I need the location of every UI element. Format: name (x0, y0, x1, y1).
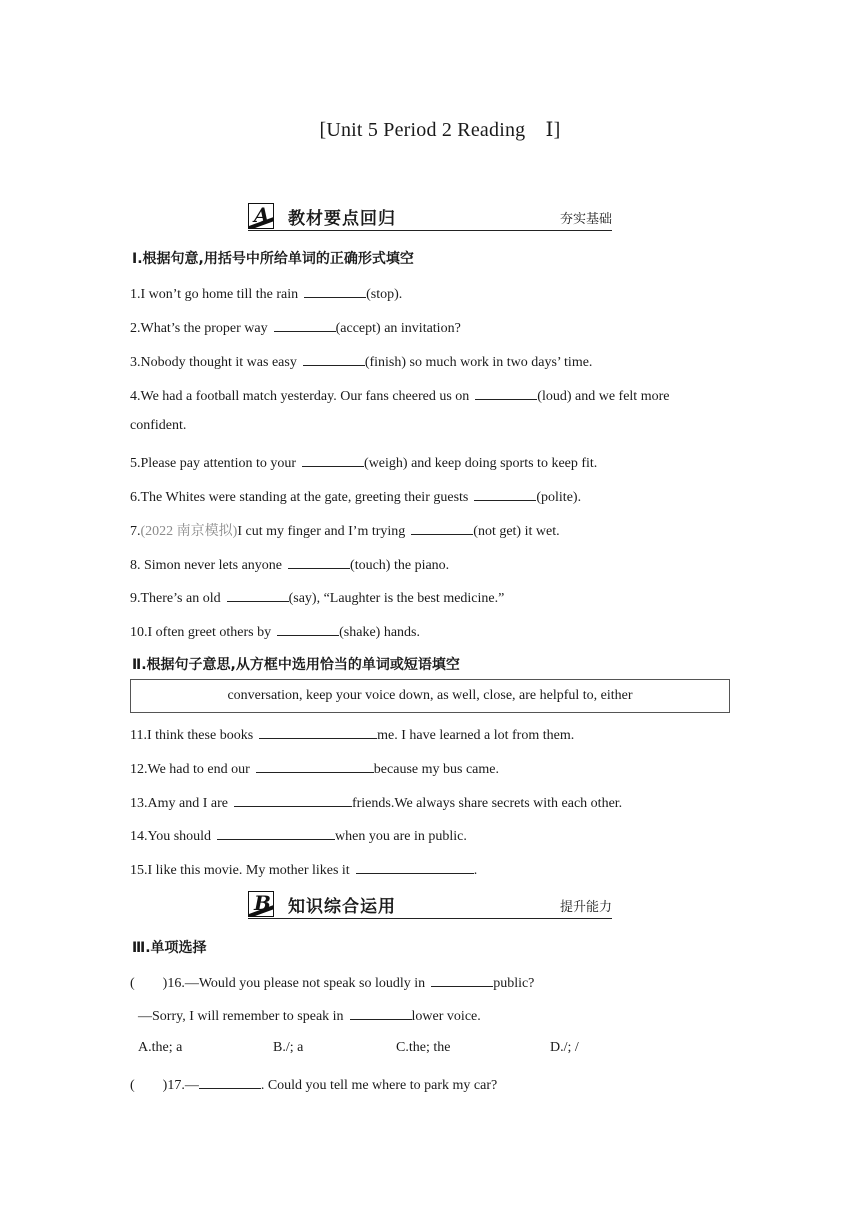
answer-paren[interactable]: ( ) (130, 1078, 168, 1093)
question-5: 5.Please pay attention to your (weigh) and keep doing sports to keep fit. (130, 452, 597, 472)
page-title: [Unit 5 Period 2 Reading Ⅰ] (319, 119, 561, 141)
question-2: 2.What’s the proper way (accept) an invitation? (130, 317, 461, 337)
answer-blank[interactable] (411, 520, 473, 535)
option-c[interactable]: C.the; the (396, 1040, 451, 1055)
question-17: ( )17.— . Could you tell me where to park my car? (130, 1074, 497, 1094)
answer-blank[interactable] (288, 554, 350, 569)
question-15: 15.I like this movie. My mother likes it . (130, 859, 477, 879)
question-6: 6.The Whites were standing at the gate, greeting their guests (polite). (130, 486, 581, 506)
option-b[interactable]: B./; a (273, 1040, 304, 1055)
section-banner-a (248, 201, 612, 231)
letter-b-icon: B (248, 891, 274, 917)
answer-blank[interactable] (474, 486, 536, 501)
question-10: 10.I often greet others by (shake) hands. (130, 621, 420, 641)
question-16-reply: —Sorry, I will remember to speak in lower voice. (138, 1005, 481, 1025)
answer-blank[interactable] (431, 972, 493, 987)
answer-blank[interactable] (303, 351, 365, 366)
answer-blank[interactable] (259, 724, 377, 739)
answer-blank[interactable] (277, 621, 339, 636)
option-a[interactable]: A.the; a (138, 1040, 183, 1055)
answer-blank[interactable] (274, 317, 336, 332)
banner-b-subtitle: 提升能力 (559, 900, 612, 915)
question-7: 7.(2022 南京模拟)I cut my finger and I’m trying (not get) it wet. (130, 520, 560, 540)
letter-a-icon: A (248, 203, 274, 229)
question-11: 11.I think these books me. I have learned a lot from them. (130, 724, 574, 744)
question-4: 4.We had a football match yesterday. Our fans cheered us on (loud) and we felt more (130, 385, 669, 405)
banner-a-title: 教材要点回归 (288, 209, 396, 229)
question-12: 12.We had to end our because my bus came. (130, 758, 499, 778)
section-banner-b (248, 889, 612, 919)
section-2-heading: Ⅱ.根据句子意思,从方框中选用恰当的单词或短语填空 (132, 657, 460, 673)
answer-blank[interactable] (302, 452, 364, 467)
banner-b-title: 知识综合运用 (288, 897, 396, 917)
question-1: 1.I won’t go home till the rain (stop). (130, 283, 402, 303)
question-14: 14.You should when you are in public. (130, 825, 467, 845)
question-source: (2022 南京模拟) (140, 524, 238, 539)
question-4-continued: confident. (130, 418, 187, 433)
option-d[interactable]: D./; / (550, 1040, 579, 1055)
answer-blank[interactable] (256, 758, 374, 773)
section-3-heading: Ⅲ.单项选择 (132, 940, 207, 956)
answer-blank[interactable] (227, 587, 289, 602)
answer-blank[interactable] (356, 859, 474, 874)
question-13: 13.Amy and I are friends.We always share secrets with each other. (130, 792, 622, 812)
question-9: 9.There’s an old (say), “Laughter is the best medicine.” (130, 587, 504, 607)
section-1-heading: Ⅰ.根据句意,用括号中所给单词的正确形式填空 (132, 251, 414, 267)
question-16: ( )16.—Would you please not speak so loudly in public? (130, 972, 534, 992)
answer-blank[interactable] (304, 283, 366, 298)
word-box: conversation, keep your voice down, as well, close, are helpful to, either (130, 679, 730, 713)
answer-blank[interactable] (217, 825, 335, 840)
answer-blank[interactable] (350, 1005, 412, 1020)
banner-a-subtitle: 夯实基础 (559, 212, 612, 227)
question-3: 3.Nobody thought it was easy (finish) so much work in two days’ time. (130, 351, 592, 371)
answer-paren[interactable]: ( ) (130, 976, 168, 991)
answer-blank[interactable] (475, 385, 537, 400)
question-8: 8. Simon never lets anyone (touch) the piano. (130, 554, 449, 574)
answer-blank[interactable] (234, 792, 352, 807)
answer-blank[interactable] (199, 1074, 261, 1089)
